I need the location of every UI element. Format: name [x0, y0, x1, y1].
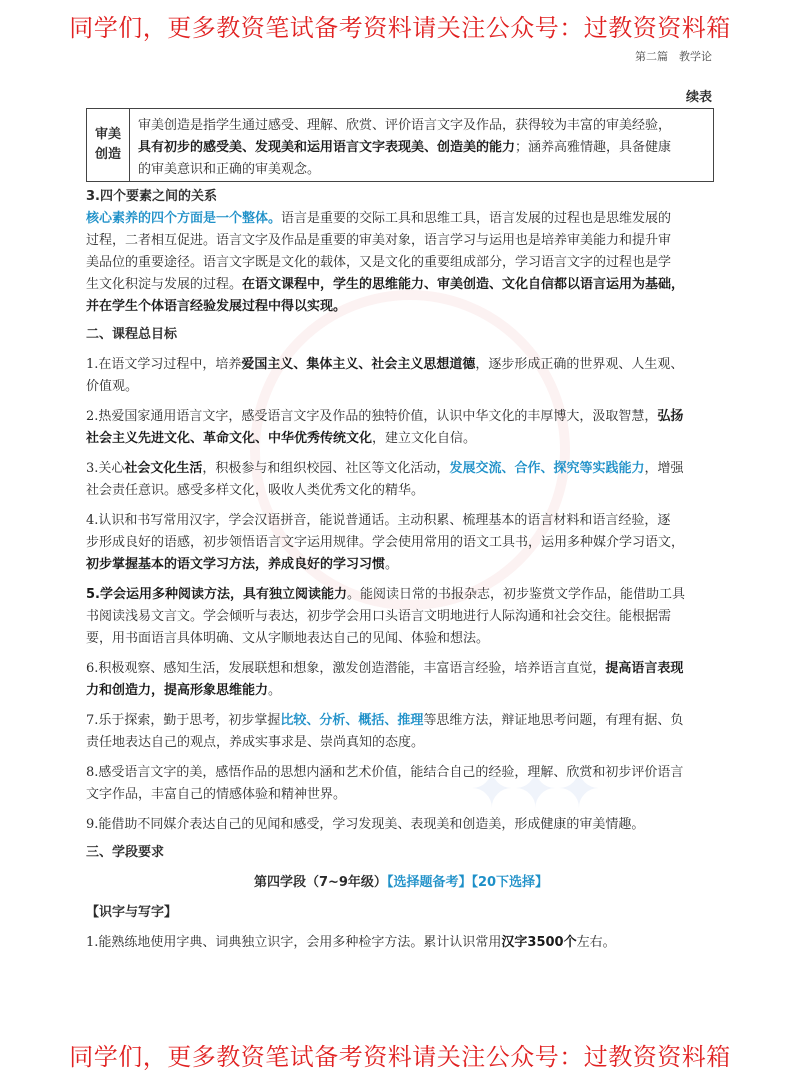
goal-item: 9.能借助不同媒介表达自己的见闻和感受，学习发现美、表现美和创造美，形成健康的审美情趣。	[86, 817, 645, 832]
label-part1: 审美	[94, 127, 121, 142]
subsection-heading: 【识字与写字】	[86, 905, 178, 920]
table-line: 审美创造是指学生通过感受、理解、欣赏、评价语言文字及作品，获得较为丰富的审美经验，	[138, 118, 672, 133]
paragraph-relations: 核心素养的四个方面是一个整体。语言是重要的交际工具和思维工具，语言发展的过程也是思维发展的 过程，二者相互促进。语言文字及作品是重要的审美对象，语言学习与运用也是培养审美能力和提升审 美品位的重要途径。语言文字既是文化的载体，又是文化的重要组成部分，学习语言文字的过程也是学 生文化积淀与发展的过程。在语文课程中，学生的思维能力、审美创造、文化自信都以语言运用为基础， 并在学生个体语言经验发展过程中得以实现。	[86, 211, 685, 314]
table-cell	[130, 109, 713, 181]
goal-item: 4.认识和书写常用汉字，学会汉语拼音，能说普通话。主动积累、梳理基本的语言材料和语言经验，逐 步形成良好的语感，初步领悟语言文字运用规律。学会使用常用的语文工具书，运用多种媒介学习语文， 初步掌握基本的语文学习方法，养成良好的学习习惯。	[86, 513, 685, 572]
section-heading: 3.四个要素之间的关系	[86, 189, 217, 204]
goal-item: 8.感受语言文字的美，感悟作品的思想内涵和艺术价值，能结合自己的经验，理解、欣赏和初步评价语言 文字作品，丰富自己的情感体验和精神世界。	[86, 765, 684, 802]
requirement-item: 1.能熟练地使用字典、词典独立识字，会用多种检字方法。累计认识常用汉字3500个左右。	[86, 935, 616, 950]
goal-item: 7.乐于探索，勤于思考，初步掌握比较、分析、概括、推理等思维方法，辩证地思考问题，有理有据、负 责任地表达自己的观点，养成实事求是、崇尚真知的态度。	[86, 713, 684, 750]
watermark-text: ✦✦✦	[470, 760, 601, 820]
label-part2: 创造	[94, 147, 121, 162]
table-line: 的审美意识和正确的审美观念。	[138, 162, 321, 177]
aesthetic-table	[86, 108, 714, 182]
continued-table-label: 续表	[685, 90, 712, 105]
goal-item: 2.热爱国家通用语言文字，感受语言文字及作品的独特价值，认识中华文化的丰厚博大，汲取智慧，弘扬 社会主义先进文化、革命文化、中华优秀传统文化，建立文化自信。	[86, 409, 684, 446]
stage-heading: 第四学段（7~9年级）【选择题备考】【20下选择】	[253, 875, 549, 890]
goal-item: 5.学会运用多种阅读方法，具有独立阅读能力。能阅读日常的书报杂志，初步鉴赏文学作品，能借助工具 书阅读浅易文言文。学会倾听与表达，初步学会用口头语言文明地进行人际沟通和社会交往。能根据需 要，用书面语言具体明确、文从字顺地表达自己的见闻、体验和想法。	[86, 587, 685, 646]
main-content	[86, 186, 716, 954]
goal-item: 6.积极观察、感知生活，发展联想和想象，激发创造潜能，丰富语言经验，培养语言直觉，提高语言表现 力和创造力，提高形象思维能力。	[86, 661, 684, 698]
chapter-header: 第二篇 教学论	[635, 50, 712, 63]
section-heading: 三、学段要求	[86, 845, 165, 860]
table-row-label	[87, 109, 130, 181]
bottom-banner: 同学们，更多教资笔试备考资料请关注公众号：过教资资料箱	[69, 1043, 731, 1071]
section-heading: 二、课程总目标	[86, 327, 178, 342]
table-line: 具有初步的感受美、发现美和运用语言文字表现美、创造美的能力；涵养高雅情趣，具备健康	[138, 140, 672, 155]
top-banner: 同学们，更多教资笔试备考资料请关注公众号：过教资资料箱	[69, 14, 731, 42]
goal-item: 3.关心社会文化生活，积极参与和组织校园、社区等文化活动，发展交流、合作、探究等实践能力，增强 社会责任意识。感受多样文化，吸收人类优秀文化的精华。	[86, 461, 684, 498]
goal-item: 1.在语文学习过程中，培养爱国主义、集体主义、社会主义思想道德，逐步形成正确的世界观、人生观、 价值观。	[86, 357, 684, 394]
